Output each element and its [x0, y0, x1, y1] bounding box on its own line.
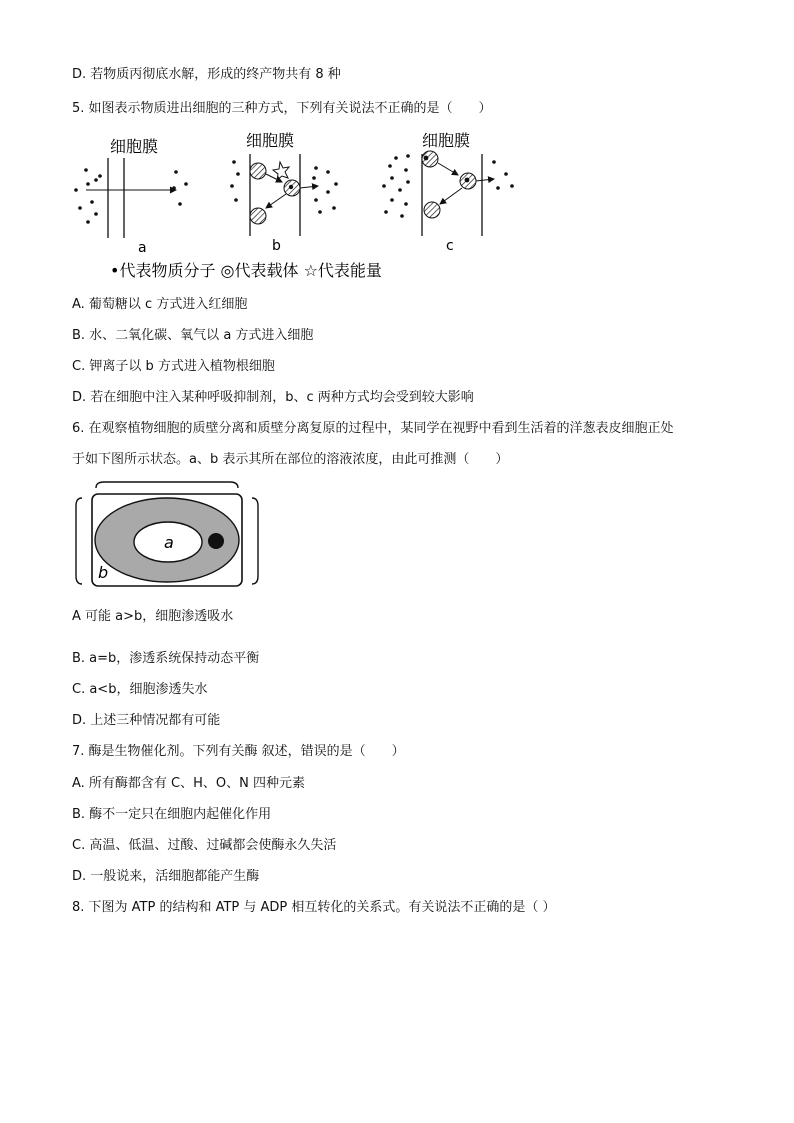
label-a: a [164, 533, 174, 552]
q7-option-a: A. 所有酶都含有 C、H、O、N 四种元素 [72, 776, 306, 791]
carrier-b3 [250, 208, 266, 224]
panel-label-b: b [272, 238, 281, 254]
q5-option-b: B. 水、二氧化碳、氧气以 a 方式进入细胞 [72, 328, 314, 343]
molecules-a [74, 168, 188, 224]
q6-option-d: D. 上述三种情况都有可能 [72, 713, 221, 728]
energy-icon-b [273, 162, 289, 180]
q6-stem-2: 于如下图所示状态。a、b 表示其所在部位的溶液浓度，由此可推测（ ） [72, 452, 509, 467]
q6-option-a: A 可能 a>b，细胞渗透吸水 [72, 609, 234, 624]
transport-modes-figure [66, 128, 546, 288]
q5-stem: 5. 如图表示物质进出细胞的三种方式，下列有关说法不正确的是（ ） [72, 101, 492, 116]
q6-option-c: C. a<b，细胞渗透失水 [72, 682, 208, 697]
q6-option-b: B. a=b，渗透系统保持动态平衡 [72, 651, 260, 666]
q5-option-c: C. 钾离子以 b 方式进入植物根细胞 [72, 359, 275, 374]
membrane-label-c: 细胞膜 [422, 131, 471, 150]
q5-option-d: D. 若在细胞中注入某种呼吸抑制剂，b、c 两种方式均会受到较大影响 [72, 390, 474, 405]
q8-stem: 8. 下图为 ATP 的结构和 ATP 与 ADP 相互转化的关系式。有关说法不正确的是（ ） [72, 900, 556, 915]
q7-option-d: D. 一般说来，活细胞都能产生酶 [72, 869, 260, 884]
carrier-b1 [250, 163, 266, 179]
q7-option-c: C. 高温、低温、过酸、过碱都会使酶永久失活 [72, 838, 337, 853]
label-b: b [98, 563, 109, 582]
nucleus [208, 533, 224, 549]
panel-label-c: c [446, 238, 454, 254]
plant-cell-figure [74, 480, 264, 592]
panel-label-a: a [138, 240, 147, 256]
figure-legend: •代表物质分子 ◎代表载体 ☆代表能量 [110, 261, 382, 280]
q7-stem: 7. 酶是生物催化剂。下列有关酶 叙述，错误的是（ ） [72, 744, 405, 759]
q7-option-b: B. 酶不一定只在细胞内起催化作用 [72, 807, 272, 822]
membrane-label-a: 细胞膜 [110, 137, 159, 156]
membrane-label-b: 细胞膜 [246, 131, 295, 150]
q6-stem-1: 6. 在观察植物细胞的质壁分离和质壁分离复原的过程中，某同学在视野中看到生活着的洋葱表皮细胞正处 [72, 421, 674, 436]
q5-option-a: A. 葡萄糖以 c 方式进入红细胞 [72, 297, 248, 312]
molecules-c [382, 154, 514, 218]
q4-option-d: D. 若物质丙彻底水解，形成的终产物共有 8 种 [72, 67, 341, 82]
carrier-c3 [424, 202, 440, 218]
